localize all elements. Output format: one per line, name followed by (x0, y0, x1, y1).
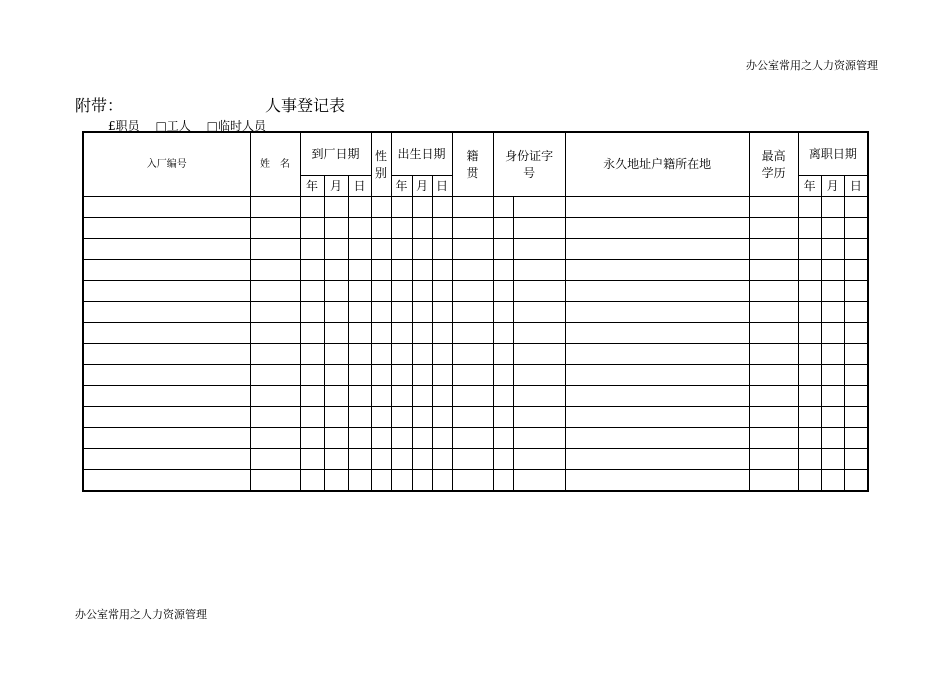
table-cell[interactable] (300, 239, 324, 260)
arrival-month-header: 月 (324, 176, 348, 197)
table-cell[interactable] (250, 428, 300, 449)
table-row (83, 386, 868, 407)
table-cell[interactable] (391, 470, 412, 492)
table-cell[interactable] (432, 197, 452, 218)
table-cell[interactable] (300, 218, 324, 239)
table-cell[interactable] (452, 386, 493, 407)
table-cell[interactable] (324, 407, 348, 428)
table-cell[interactable] (324, 323, 348, 344)
table-cell[interactable] (452, 449, 493, 470)
table-cell[interactable] (348, 239, 371, 260)
table-cell[interactable] (412, 407, 432, 428)
table-row (83, 239, 868, 260)
table-row (83, 428, 868, 449)
table-cell[interactable] (348, 365, 371, 386)
leave-year-header: 年 (798, 176, 821, 197)
table-cell[interactable] (513, 218, 565, 239)
table-row (83, 197, 868, 218)
table-cell[interactable] (300, 428, 324, 449)
table-cell[interactable] (452, 218, 493, 239)
table-row (83, 302, 868, 323)
table-cell[interactable] (432, 386, 452, 407)
table-cell[interactable] (324, 449, 348, 470)
table-cell[interactable] (749, 449, 798, 470)
table-cell[interactable] (844, 218, 868, 239)
table-cell[interactable] (798, 197, 821, 218)
table-cell[interactable] (749, 386, 798, 407)
header-entry-no: 入厂编号 (83, 132, 250, 197)
table-cell[interactable] (324, 218, 348, 239)
table-cell[interactable] (300, 260, 324, 281)
table-cell[interactable] (798, 386, 821, 407)
table-cell[interactable] (348, 386, 371, 407)
table-cell[interactable] (565, 281, 749, 302)
table-cell[interactable] (250, 281, 300, 302)
table-cell[interactable] (300, 470, 324, 492)
table-cell[interactable] (821, 239, 844, 260)
table-cell[interactable] (821, 428, 844, 449)
table-row (83, 470, 868, 492)
table-cell[interactable] (83, 344, 250, 365)
table-cell[interactable] (513, 260, 565, 281)
table-cell[interactable] (432, 302, 452, 323)
category-worker[interactable]: □工人 (155, 119, 191, 133)
table-cell[interactable] (749, 428, 798, 449)
table-cell[interactable] (452, 260, 493, 281)
table-cell[interactable] (412, 449, 432, 470)
header-id-number: 身份证字号 (493, 132, 565, 197)
table-cell[interactable] (844, 449, 868, 470)
table-cell[interactable] (412, 365, 432, 386)
table-cell[interactable] (371, 197, 391, 218)
table-cell[interactable] (821, 197, 844, 218)
table-cell[interactable] (391, 344, 412, 365)
table-cell[interactable] (513, 197, 565, 218)
table-cell[interactable] (798, 281, 821, 302)
table-cell[interactable] (493, 218, 513, 239)
table-cell[interactable] (324, 344, 348, 365)
table-cell[interactable] (493, 239, 513, 260)
table-cell[interactable] (821, 344, 844, 365)
attachment-label: 附带： (75, 96, 124, 115)
table-cell[interactable] (412, 344, 432, 365)
table-cell[interactable] (432, 218, 452, 239)
table-cell[interactable] (348, 428, 371, 449)
table-cell[interactable] (432, 323, 452, 344)
table-row (83, 407, 868, 428)
table-row (83, 449, 868, 470)
table-cell[interactable] (83, 386, 250, 407)
table-cell[interactable] (513, 344, 565, 365)
table-cell[interactable] (493, 449, 513, 470)
table-cell[interactable] (565, 218, 749, 239)
table-cell[interactable] (749, 302, 798, 323)
table-cell[interactable] (432, 428, 452, 449)
table-cell[interactable] (749, 239, 798, 260)
table-cell[interactable] (749, 218, 798, 239)
table-cell[interactable] (798, 470, 821, 492)
table-cell[interactable] (300, 197, 324, 218)
table-cell[interactable] (371, 323, 391, 344)
table-cell[interactable] (391, 407, 412, 428)
table-cell[interactable] (83, 281, 250, 302)
table-cell[interactable] (749, 344, 798, 365)
table-cell[interactable] (250, 260, 300, 281)
table-cell[interactable] (412, 428, 432, 449)
table-cell[interactable] (371, 302, 391, 323)
table-cell[interactable] (250, 407, 300, 428)
table-cell[interactable] (452, 470, 493, 492)
table-cell[interactable] (844, 470, 868, 492)
table-cell[interactable] (844, 407, 868, 428)
table-cell[interactable] (324, 281, 348, 302)
table-cell[interactable] (83, 428, 250, 449)
table-cell[interactable] (412, 239, 432, 260)
table-cell[interactable] (412, 302, 432, 323)
birth-day-header: 日 (432, 176, 452, 197)
table-cell[interactable] (821, 365, 844, 386)
table-cell[interactable] (452, 302, 493, 323)
table-cell[interactable] (324, 470, 348, 492)
table-cell[interactable] (821, 218, 844, 239)
table-cell[interactable] (565, 428, 749, 449)
table-cell[interactable] (513, 281, 565, 302)
table-cell[interactable] (493, 197, 513, 218)
table-cell[interactable] (250, 449, 300, 470)
table-cell[interactable] (250, 344, 300, 365)
table-cell[interactable] (452, 344, 493, 365)
table-cell[interactable] (412, 260, 432, 281)
table-cell[interactable] (513, 365, 565, 386)
header-address: 永久地址户籍所在地 (565, 132, 749, 197)
table-cell[interactable] (391, 365, 412, 386)
table-cell[interactable] (432, 281, 452, 302)
table-cell[interactable] (371, 428, 391, 449)
table-cell[interactable] (452, 323, 493, 344)
header-native-place: 籍贯 (452, 132, 493, 197)
table-cell[interactable] (83, 365, 250, 386)
table-cell[interactable] (493, 344, 513, 365)
table-cell[interactable] (565, 344, 749, 365)
table-cell[interactable] (371, 449, 391, 470)
table-cell[interactable] (493, 470, 513, 492)
table-cell[interactable] (371, 365, 391, 386)
table-cell[interactable] (83, 470, 250, 492)
header-arrival-date: 到厂日期 (300, 132, 371, 176)
table-cell[interactable] (798, 239, 821, 260)
table-cell[interactable] (798, 407, 821, 428)
table-row (83, 323, 868, 344)
category-staff[interactable]: £职员 (108, 119, 140, 133)
table-cell[interactable] (432, 407, 452, 428)
table-cell[interactable] (348, 323, 371, 344)
table-cell[interactable] (821, 449, 844, 470)
table-cell[interactable] (749, 470, 798, 492)
table-cell[interactable] (300, 281, 324, 302)
table-cell[interactable] (324, 260, 348, 281)
table-cell[interactable] (432, 365, 452, 386)
table-cell[interactable] (798, 323, 821, 344)
table-cell[interactable] (371, 239, 391, 260)
table-cell[interactable] (493, 407, 513, 428)
table-cell[interactable] (565, 302, 749, 323)
table-cell[interactable] (324, 239, 348, 260)
table-cell[interactable] (371, 386, 391, 407)
table-cell[interactable] (513, 449, 565, 470)
table-cell[interactable] (391, 323, 412, 344)
table-cell[interactable] (324, 197, 348, 218)
table-cell[interactable] (798, 218, 821, 239)
table-cell[interactable] (432, 344, 452, 365)
table-cell[interactable] (391, 428, 412, 449)
table-cell[interactable] (821, 281, 844, 302)
table-cell[interactable] (348, 197, 371, 218)
table-cell[interactable] (844, 365, 868, 386)
table-cell[interactable] (83, 302, 250, 323)
table-cell[interactable] (300, 323, 324, 344)
table-cell[interactable] (565, 470, 749, 492)
table-row (83, 281, 868, 302)
table-cell[interactable] (412, 323, 432, 344)
header-gender: 性别 (371, 132, 391, 197)
table-cell[interactable] (513, 323, 565, 344)
table-cell[interactable] (83, 323, 250, 344)
table-cell[interactable] (565, 449, 749, 470)
table-cell[interactable] (391, 386, 412, 407)
table-cell[interactable] (371, 407, 391, 428)
table-cell[interactable] (250, 302, 300, 323)
table-cell[interactable] (371, 470, 391, 492)
table-cell[interactable] (513, 302, 565, 323)
table-cell[interactable] (844, 386, 868, 407)
table-cell[interactable] (250, 323, 300, 344)
table-cell[interactable] (798, 302, 821, 323)
table-cell[interactable] (493, 302, 513, 323)
table-cell[interactable] (250, 218, 300, 239)
table-cell[interactable] (348, 302, 371, 323)
table-cell[interactable] (844, 260, 868, 281)
table-cell[interactable] (432, 260, 452, 281)
table-cell[interactable] (83, 239, 250, 260)
table-cell[interactable] (324, 302, 348, 323)
table-row (83, 218, 868, 239)
table-cell[interactable] (250, 365, 300, 386)
personnel-registration-table (82, 131, 869, 492)
leave-day-header: 日 (844, 176, 868, 197)
arrival-day-header: 日 (348, 176, 371, 197)
table-cell[interactable] (432, 239, 452, 260)
table-cell[interactable] (391, 197, 412, 218)
table-cell[interactable] (844, 323, 868, 344)
table-cell[interactable] (452, 239, 493, 260)
table-cell[interactable] (565, 197, 749, 218)
table-cell[interactable] (300, 449, 324, 470)
table-cell[interactable] (391, 239, 412, 260)
table-cell[interactable] (452, 365, 493, 386)
table-cell[interactable] (493, 260, 513, 281)
birth-year-header: 年 (391, 176, 412, 197)
table-cell[interactable] (348, 344, 371, 365)
table-cell[interactable] (821, 407, 844, 428)
table-cell[interactable] (565, 407, 749, 428)
table-cell[interactable] (565, 386, 749, 407)
table-cell[interactable] (844, 302, 868, 323)
birth-month-header: 月 (412, 176, 432, 197)
table-cell[interactable] (513, 386, 565, 407)
table-cell[interactable] (324, 365, 348, 386)
table-cell[interactable] (821, 302, 844, 323)
table-cell[interactable] (300, 407, 324, 428)
table-cell[interactable] (371, 344, 391, 365)
table-cell[interactable] (844, 239, 868, 260)
table-cell[interactable] (300, 365, 324, 386)
table-cell[interactable] (412, 197, 432, 218)
table-cell[interactable] (844, 428, 868, 449)
table-cell[interactable] (348, 260, 371, 281)
table-cell[interactable] (749, 197, 798, 218)
table-cell[interactable] (493, 281, 513, 302)
table-cell[interactable] (565, 365, 749, 386)
table-cell[interactable] (412, 281, 432, 302)
table-cell[interactable] (565, 239, 749, 260)
table-cell[interactable] (452, 428, 493, 449)
table-cell[interactable] (452, 281, 493, 302)
table-cell[interactable] (798, 428, 821, 449)
table-cell[interactable] (371, 218, 391, 239)
table-cell[interactable] (821, 386, 844, 407)
table-row (83, 344, 868, 365)
arrival-year-header: 年 (300, 176, 324, 197)
table-cell[interactable] (493, 365, 513, 386)
header-name: 姓 名 (250, 132, 300, 197)
table-cell[interactable] (83, 407, 250, 428)
table-cell[interactable] (348, 407, 371, 428)
table-cell[interactable] (300, 302, 324, 323)
table-cell[interactable] (749, 323, 798, 344)
table-cell[interactable] (348, 281, 371, 302)
table-cell[interactable] (821, 323, 844, 344)
table-cell[interactable] (83, 218, 250, 239)
table-cell[interactable] (749, 407, 798, 428)
header-row-top (83, 132, 868, 176)
table-cell[interactable] (348, 470, 371, 492)
table-cell[interactable] (513, 239, 565, 260)
table-cell[interactable] (798, 365, 821, 386)
table-cell[interactable] (391, 449, 412, 470)
table-cell[interactable] (798, 260, 821, 281)
table-cell[interactable] (412, 386, 432, 407)
table-cell[interactable] (324, 428, 348, 449)
table-cell[interactable] (371, 260, 391, 281)
table-cell[interactable] (324, 386, 348, 407)
table-cell[interactable] (565, 260, 749, 281)
table-cell[interactable] (371, 281, 391, 302)
table-cell[interactable] (300, 344, 324, 365)
table-cell[interactable] (348, 218, 371, 239)
table-cell[interactable] (749, 260, 798, 281)
leave-month-header: 月 (821, 176, 844, 197)
table-cell[interactable] (250, 239, 300, 260)
table-cell[interactable] (513, 428, 565, 449)
table-cell[interactable] (83, 449, 250, 470)
table-cell[interactable] (391, 218, 412, 239)
table-cell[interactable] (493, 428, 513, 449)
table-cell[interactable] (300, 386, 324, 407)
table-cell[interactable] (513, 407, 565, 428)
table-cell[interactable] (391, 281, 412, 302)
table-cell[interactable] (821, 470, 844, 492)
table-cell[interactable] (493, 386, 513, 407)
table-cell[interactable] (844, 281, 868, 302)
table-cell[interactable] (844, 344, 868, 365)
category-temporary[interactable]: □临时人员 (206, 119, 266, 133)
table-cell[interactable] (83, 197, 250, 218)
header-education: 最高学历 (749, 132, 798, 197)
table-cell[interactable] (391, 260, 412, 281)
table-cell[interactable] (452, 407, 493, 428)
table-cell[interactable] (432, 449, 452, 470)
table-cell[interactable] (821, 260, 844, 281)
form-title: 人事登记表 (265, 96, 346, 115)
table-cell[interactable] (452, 197, 493, 218)
table-cell[interactable] (749, 281, 798, 302)
table-cell[interactable] (798, 449, 821, 470)
table-cell[interactable] (493, 323, 513, 344)
table-cell[interactable] (250, 470, 300, 492)
table-cell[interactable] (844, 197, 868, 218)
table-cell[interactable] (513, 470, 565, 492)
header-leave-date: 离职日期 (798, 132, 868, 176)
table-cell[interactable] (250, 197, 300, 218)
table-cell[interactable] (749, 365, 798, 386)
page-header-text: 办公室常用之人力资源管理 (746, 59, 878, 72)
table-cell[interactable] (412, 218, 432, 239)
table-cell[interactable] (391, 302, 412, 323)
page-footer-text: 办公室常用之人力资源管理 (75, 608, 207, 621)
table-row (83, 365, 868, 386)
table-cell[interactable] (798, 344, 821, 365)
table-row (83, 260, 868, 281)
table-cell[interactable] (412, 470, 432, 492)
table-cell[interactable] (83, 260, 250, 281)
table-cell[interactable] (348, 449, 371, 470)
table-cell[interactable] (432, 470, 452, 492)
header-birth-date: 出生日期 (391, 132, 452, 176)
table-cell[interactable] (250, 386, 300, 407)
table-cell[interactable] (565, 323, 749, 344)
